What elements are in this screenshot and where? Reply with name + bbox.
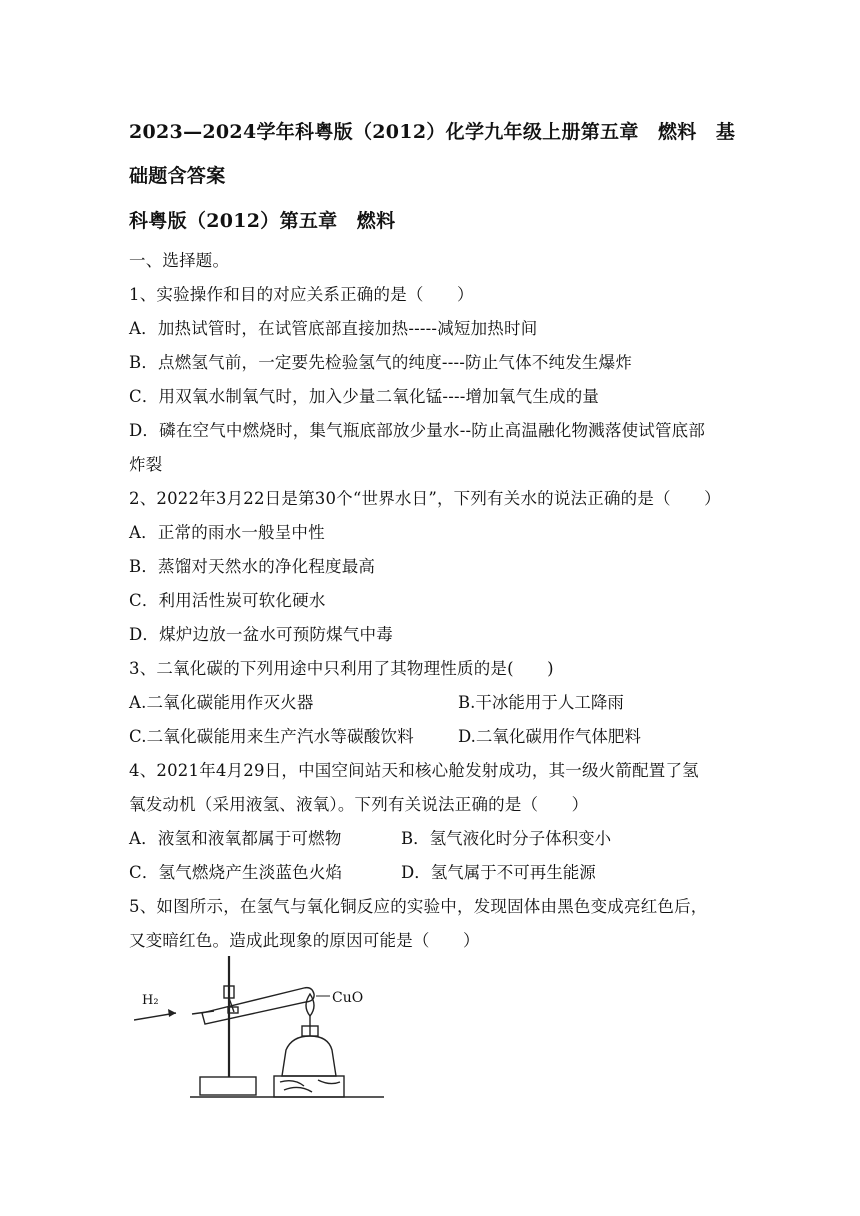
wooden-block xyxy=(274,1076,344,1097)
q5-stem-line1: 5、如图所示，在氢气与氧化铜反应的实验中，发现固体由黑色变成亮红色后， xyxy=(129,897,708,916)
q4-option-c: C．氢气燃烧产生淡蓝色火焰 xyxy=(129,863,343,882)
q4-stem-line2: 氧发动机（采用液氢、液氧）。下列有关说法正确的是（ ） xyxy=(129,795,589,814)
q4-option-a: A．液氢和液氧都属于可燃物 xyxy=(129,829,342,848)
q2-option-b: B．蒸馏对天然水的净化程度最高 xyxy=(129,557,376,576)
q2-stem: 2、2022年3月22日是第30个“世界水日”，下列有关水的说法正确的是（ ） xyxy=(129,489,721,508)
q3-option-b: B.干冰能用于人工降雨 xyxy=(458,693,624,712)
q4-option-b: B．氢气液化时分子体积变小 xyxy=(401,829,612,848)
q2-option-d: D．煤炉边放一盆水可预防煤气中毒 xyxy=(129,625,393,644)
document-title-line2: 础题含答案 xyxy=(129,165,226,187)
wood-grain xyxy=(280,1080,340,1092)
q1-option-a: A．加热试管时，在试管底部直接加热-----减短加热时间 xyxy=(129,319,538,338)
q1-option-b: B．点燃氢气前，一定要先检验氢气的纯度----防止气体不纯发生爆炸 xyxy=(129,353,633,372)
section-heading: 一、选择题。 xyxy=(129,251,230,270)
q3-option-a: A.二氧化碳能用作灭火器 xyxy=(129,693,314,712)
test-tube xyxy=(202,988,314,1024)
tube-mouth xyxy=(192,1011,214,1014)
q2-option-c: C．利用活性炭可软化硬水 xyxy=(129,591,326,610)
q3-stem: 3、二氧化碳的下列用途中只利用了其物理性质的是( ) xyxy=(129,659,554,678)
alcohol-lamp-body xyxy=(282,1036,336,1076)
h2-label: H₂ xyxy=(142,993,159,1008)
arrow-head-icon xyxy=(168,1009,176,1017)
flame xyxy=(306,994,314,1016)
q3-option-d: D.二氧化碳用作气体肥料 xyxy=(458,727,641,746)
hydrogen-reduction-apparatus-figure xyxy=(134,956,384,1100)
q2-option-a: A．正常的雨水一般呈中性 xyxy=(129,523,325,542)
q3-option-c: C.二氧化碳能用来生产汽水等碳酸饮料 xyxy=(129,727,414,746)
chapter-subtitle: 科粤版（2012）第五章 燃料 xyxy=(129,210,396,232)
q1-stem: 1、实验操作和目的对应关系正确的是（ ） xyxy=(129,285,474,304)
q1-option-d: D．磷在空气中燃烧时，集气瓶底部放少量水--防止高温融化物溅落使试管底部 xyxy=(129,421,706,440)
q1-option-d-cont: 炸裂 xyxy=(129,455,163,474)
q4-option-d: D．氢气属于不可再生能源 xyxy=(401,863,596,882)
q5-stem-line2: 又变暗红色。造成此现象的原因可能是（ ） xyxy=(129,931,480,950)
stand-base xyxy=(200,1077,256,1095)
cuo-label: CuO xyxy=(332,990,364,1006)
q4-stem-line1: 4、2021年4月29日，中国空间站天和核心舱发射成功，其一级火箭配置了氢 xyxy=(129,761,699,780)
document-title-line1: 2023—2024学年科粤版（2012）化学九年级上册第五章 燃料 基 xyxy=(129,121,736,143)
q1-option-c: C．用双氧水制氧气时，加入少量二氧化锰----增加氧气生成的量 xyxy=(129,387,600,406)
